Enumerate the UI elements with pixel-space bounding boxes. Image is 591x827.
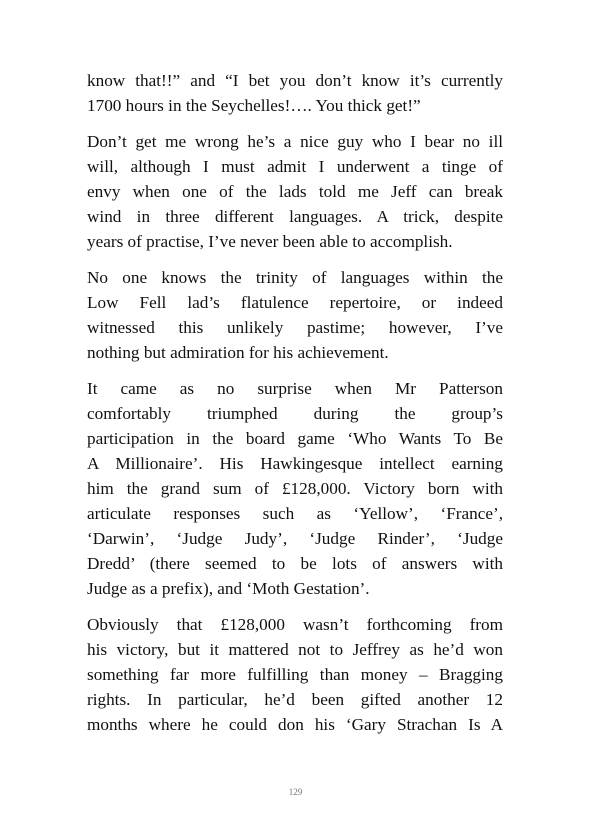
- text-line: articulate responses such as ‘Yellow’, ‘France’,: [87, 504, 503, 523]
- text-line: No one knows the trinity of languages within the: [87, 268, 503, 287]
- text-line: It came as no surprise when Mr Patterson: [87, 379, 503, 398]
- text-line: A Millionaire’. His Hawkingesque intellect earning: [87, 454, 503, 473]
- text-line: Dredd’ (there seemed to be lots of answers with: [87, 554, 503, 573]
- text-line: know that!!” and “I bet you don’t know it’s currently: [87, 71, 503, 90]
- text-line: 1700 hours in the Seychelles!…. You thick get!”: [87, 96, 421, 115]
- text-line: witnessed this unlikely pastime; however, I’ve: [87, 318, 503, 337]
- text-line: months where he could don his ‘Gary Strachan Is A: [87, 715, 503, 734]
- text-line: rights. In particular, he’d been gifted another 12: [87, 690, 503, 709]
- text-line: wind in three different languages. A trick, despite: [87, 207, 503, 226]
- text-line: ‘Darwin’, ‘Judge Judy’, ‘Judge Rinder’, ‘Judge: [87, 529, 503, 548]
- text-line: Don’t get me wrong he’s a nice guy who I bear no ill: [87, 132, 503, 151]
- paragraph-3: [87, 265, 503, 365]
- text-line: comfortably triumphed during the group’s: [87, 404, 503, 423]
- text-line: Judge as a prefix), and ‘Moth Gestation’.: [87, 579, 370, 598]
- text-line: nothing but admiration for his achievement.: [87, 343, 389, 362]
- text-line: years of practise, I’ve never been able to accomplish.: [87, 232, 453, 251]
- text-line: participation in the board game ‘Who Wants To Be: [87, 429, 503, 448]
- text-line: will, although I must admit I underwent a tinge of: [87, 157, 503, 176]
- paragraph-1: [87, 68, 503, 118]
- text-line: Low Fell lad’s flatulence repertoire, or indeed: [87, 293, 503, 312]
- text-line: him the grand sum of £128,000. Victory born with: [87, 479, 503, 498]
- text-line: envy when one of the lads told me Jeff can break: [87, 182, 503, 201]
- text-line: his victory, but it mattered not to Jeffrey as he’d won: [87, 640, 503, 659]
- body-text: [87, 68, 503, 748]
- text-line: something far more fulfilling than money – Bragging: [87, 665, 503, 684]
- page-number: 129: [288, 787, 303, 797]
- paragraph-2: [87, 129, 503, 254]
- paragraph-5: [87, 612, 503, 737]
- paragraph-4: [87, 376, 503, 601]
- text-line: Obviously that £128,000 wasn’t forthcoming from: [87, 615, 503, 634]
